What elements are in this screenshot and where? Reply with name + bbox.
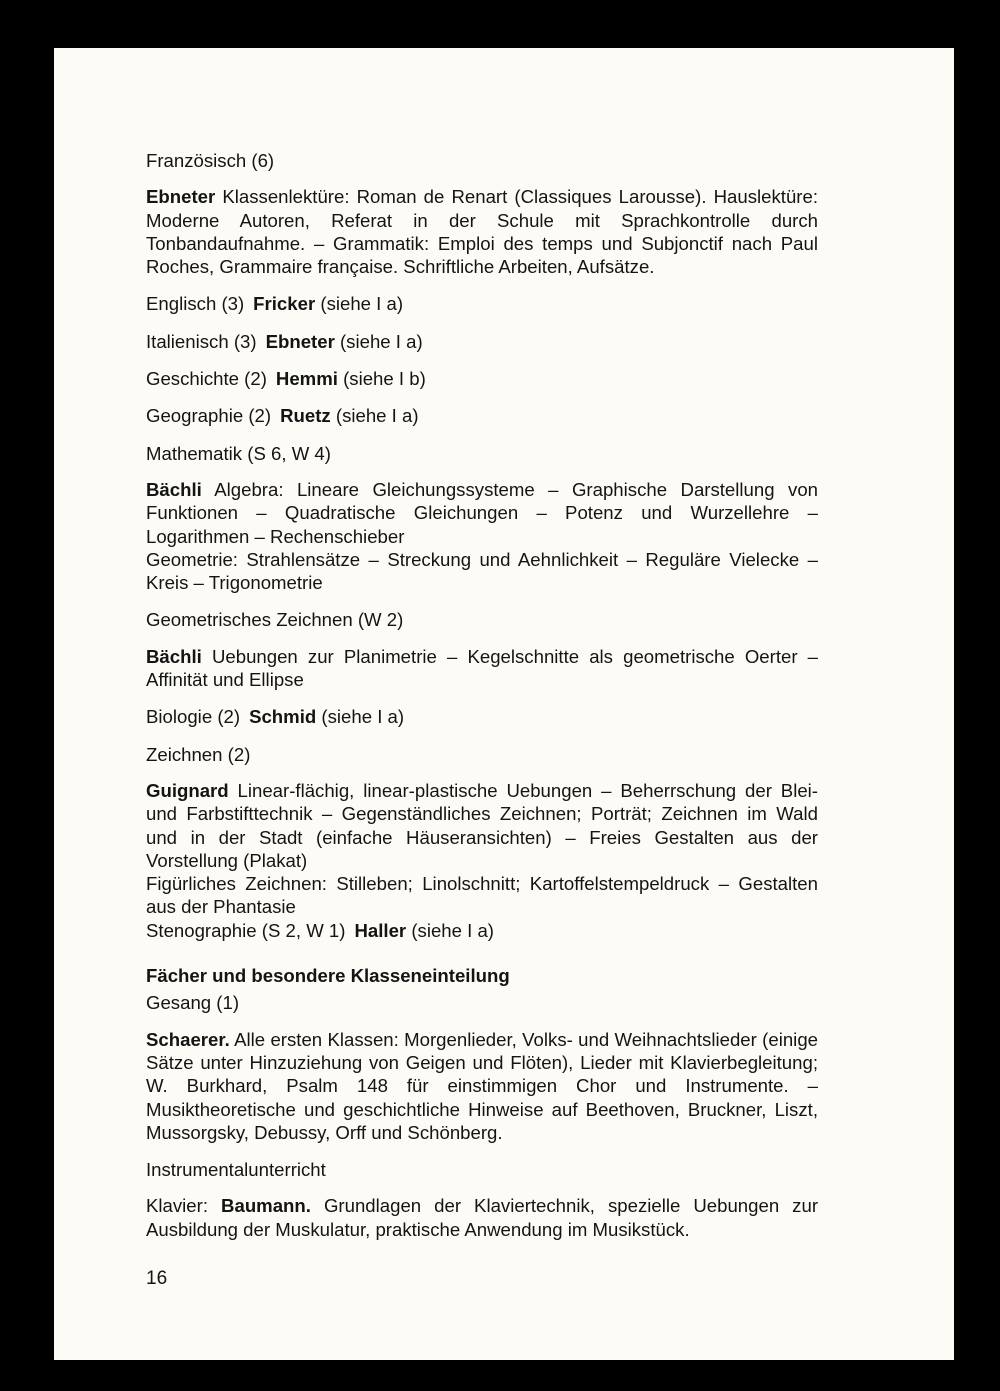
reference: (siehe I a): [339, 330, 423, 352]
paragraph-figuerliches-zeichnen: Figürliches Zeichnen: Stilleben; Linolschnitt; Kartoffelstempeldruck – Gestalten aus der Phantasie: [146, 873, 818, 918]
instrument-label: Klavier:: [146, 1195, 209, 1217]
paragraph-gesang: [146, 1028, 818, 1144]
teacher-name: Guignard: [146, 779, 229, 801]
teacher-name: Ebneter: [146, 186, 216, 208]
heading-gesang: Gesang (1): [146, 992, 240, 1014]
reference: (siehe I a): [335, 405, 419, 427]
heading-geometrisches-zeichnen: Geometrisches Zeichnen (W 2): [146, 609, 404, 631]
paragraph-zeichnen: [146, 779, 818, 872]
line-stenographie: [146, 919, 818, 942]
teacher-name: Bächli: [146, 478, 202, 500]
teacher-name: Bächli: [146, 645, 202, 667]
teacher-name: Ruetz: [280, 405, 331, 427]
subject-label: Englisch (3): [146, 293, 245, 315]
teacher-name: Fricker: [253, 293, 316, 315]
paragraph-text: Alle ersten Klassen: Morgenlieder, Volks- und Weihnachtslieder (einige Sätze unter Hinzuziehung von Geigen und Flöten), Lieder mit Klavierbegleitung; W. Burkhard, Psalm 148 für einstimmigen Chor und Instrumente. – Musiktheoretische und geschichtliche Hinweise auf Beethoven, Bruckner, Liszt, Mussorgsky, Debussy, Orff und Schönberg.: [146, 1028, 818, 1143]
reference: (siehe I a): [321, 706, 405, 728]
paragraph-klavier: [146, 1194, 818, 1241]
page-content: [146, 149, 818, 1241]
line-italienisch: [146, 330, 818, 353]
paragraph-franzoesisch: [146, 185, 818, 278]
heading-zeichnen: Zeichnen (2): [146, 743, 251, 765]
paragraph-text: Uebungen zur Planimetrie – Kegelschnitte als geometrische Oerter – Affinität und Ellipse: [146, 645, 819, 691]
paragraph-text: Linear-flächig, linear-plastische Uebungen – Beherrschung der Blei- und Farbstifttechnik – Gegenständliches Zeichnen; Porträt; Zeichnen im Wald und in der Stadt (einfache Häuseransichten) – Freies Gestalten aus der Vorstellung (Plakat): [146, 779, 818, 871]
heading-mathematik: Mathematik (S 6, W 4): [146, 442, 331, 464]
reference: (siehe I a): [320, 293, 404, 315]
reference: (siehe I b): [343, 368, 426, 390]
subject-label: Biologie (2): [146, 706, 241, 728]
teacher-name: Baumann.: [221, 1195, 311, 1217]
teacher-name: Haller: [354, 919, 407, 941]
paragraph-text: Algebra: Lineare Gleichungssysteme – Graphische Darstellung von Funktionen – Quadratische Gleichungen – Potenz und Wurzellehre – Logarithmen – Rechenschieber: [146, 478, 818, 547]
paragraph-text: Grundlagen der Klaviertechnik, spezielle Uebungen zur Ausbildung der Muskulatur, praktische Anwendung im Musikstück.: [146, 1195, 819, 1240]
reference: (siehe I a): [411, 919, 495, 941]
line-englisch: [146, 292, 818, 315]
subject-label: Geographie (2): [146, 405, 272, 427]
subject-label: Geschichte (2): [146, 368, 267, 390]
paragraph-text: Klassenlektüre: Roman de Renart (Classiques Larousse). Hauslektüre: Moderne Autoren, Referat in der Schule mit Sprachkontrolle durch Tonbandaufnahme. – Grammatik: Emploi des temps und Subjonctif nach Paul Roches, Grammaire française. Schriftliche Arbeiten, Aufsätze.: [146, 186, 818, 278]
line-biologie: [146, 705, 818, 728]
subject-label: Italienisch (3): [146, 330, 257, 352]
teacher-name: Schaerer.: [146, 1028, 230, 1050]
paragraph-mathematik: [146, 478, 818, 548]
teacher-name: Ebneter: [265, 330, 335, 352]
heading-franzoesisch: Französisch (6): [146, 150, 275, 171]
teacher-name: Hemmi: [275, 368, 338, 390]
teacher-name: Schmid: [249, 706, 317, 728]
paragraph-geometrie: Geometrie: Strahlensätze – Streckung und Aehnlichkeit – Reguläre Vielecke – Kreis – Trigonometrie: [146, 548, 818, 594]
paragraph-geometrisches-zeichnen: [146, 645, 818, 692]
line-geschichte: [146, 367, 818, 390]
section-heading-faecher: Fächer und besondere Klasseneinteilung: [146, 965, 510, 987]
document-page: [54, 48, 954, 1360]
subject-label: Stenographie (S 2, W 1): [146, 919, 346, 941]
heading-instrumentalunterricht: Instrumentalunterricht: [146, 1159, 326, 1181]
page-number: 16: [146, 1268, 168, 1289]
line-geographie: [146, 404, 818, 427]
